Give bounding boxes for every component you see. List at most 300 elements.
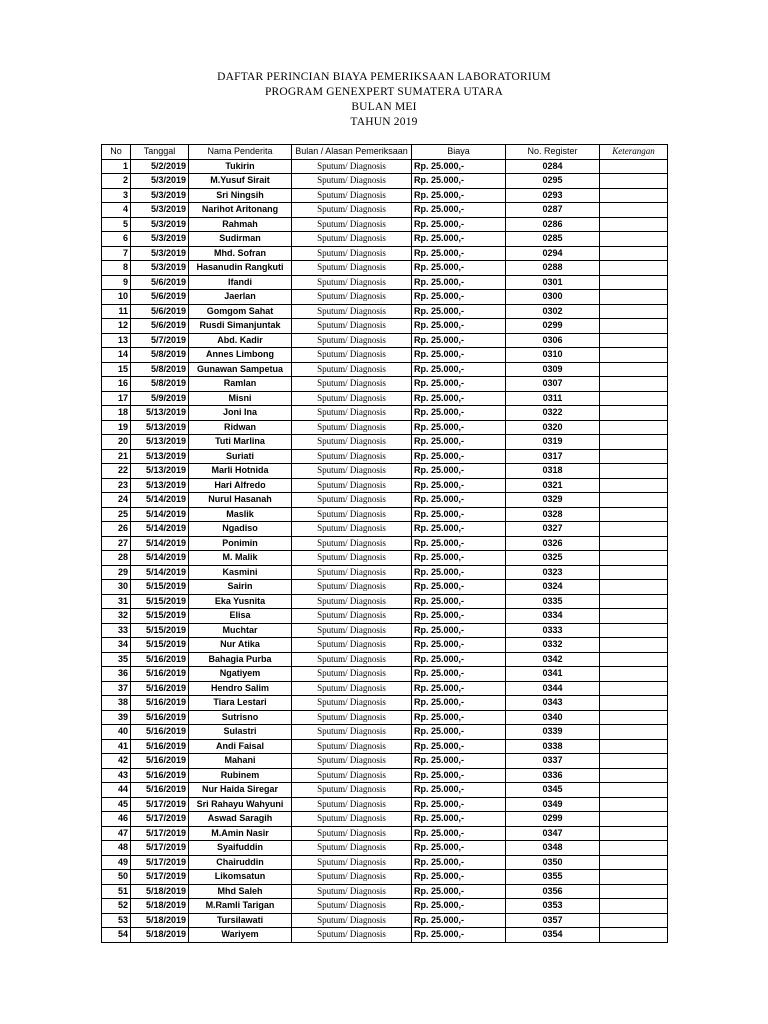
cell-register-no: 0322: [506, 406, 600, 421]
cell-notes: [600, 174, 668, 189]
cell-cost: Rp. 25.000,-: [412, 638, 506, 653]
cell-register-no: 0294: [506, 246, 600, 261]
cell-register-no: 0353: [506, 899, 600, 914]
cell-patient-name: Syaifuddin: [189, 841, 292, 856]
cell-exam-reason: Sputum/ Diagnosis: [292, 304, 412, 319]
cell-cost: Rp. 25.000,-: [412, 594, 506, 609]
cell-notes: [600, 826, 668, 841]
cell-exam-reason: Sputum/ Diagnosis: [292, 884, 412, 899]
table-row: [102, 290, 668, 305]
cell-register-no: 0329: [506, 493, 600, 508]
cell-cost: Rp. 25.000,-: [412, 710, 506, 725]
cell-notes: [600, 319, 668, 334]
cell-register-no: 0301: [506, 275, 600, 290]
cell-no: 27: [102, 536, 131, 551]
cell-patient-name: Hari Alfredo: [189, 478, 292, 493]
title-line-3: BULAN MEI: [351, 101, 417, 113]
cell-cost: Rp. 25.000,-: [412, 159, 506, 174]
cell-notes: [600, 638, 668, 653]
cell-date: 5/17/2019: [131, 812, 189, 827]
cell-exam-reason: Sputum/ Diagnosis: [292, 725, 412, 740]
cell-register-no: 0357: [506, 913, 600, 928]
cell-no: 41: [102, 739, 131, 754]
cell-register-no: 0343: [506, 696, 600, 711]
table-row: [102, 754, 668, 769]
cell-patient-name: Tursilawati: [189, 913, 292, 928]
cell-exam-reason: Sputum/ Diagnosis: [292, 348, 412, 363]
cell-date: 5/14/2019: [131, 522, 189, 537]
cell-register-no: 0320: [506, 420, 600, 435]
cell-no: 54: [102, 928, 131, 943]
cell-date: 5/2/2019: [131, 159, 189, 174]
table-row: [102, 870, 668, 885]
cell-cost: Rp. 25.000,-: [412, 899, 506, 914]
cell-date: 5/3/2019: [131, 188, 189, 203]
cell-exam-reason: Sputum/ Diagnosis: [292, 710, 412, 725]
cell-register-no: 0307: [506, 377, 600, 392]
cell-date: 5/14/2019: [131, 551, 189, 566]
cell-no: 51: [102, 884, 131, 899]
cell-exam-reason: Sputum/ Diagnosis: [292, 232, 412, 247]
cell-notes: [600, 478, 668, 493]
cell-exam-reason: Sputum/ Diagnosis: [292, 377, 412, 392]
cell-notes: [600, 565, 668, 580]
cell-cost: Rp. 25.000,-: [412, 551, 506, 566]
table-row: [102, 507, 668, 522]
cell-cost: Rp. 25.000,-: [412, 377, 506, 392]
cell-cost: Rp. 25.000,-: [412, 565, 506, 580]
cell-cost: Rp. 25.000,-: [412, 507, 506, 522]
cell-register-no: 0288: [506, 261, 600, 276]
cell-no: 9: [102, 275, 131, 290]
cell-cost: Rp. 25.000,-: [412, 739, 506, 754]
cell-no: 6: [102, 232, 131, 247]
table-row: [102, 464, 668, 479]
cell-notes: [600, 377, 668, 392]
table-row: [102, 623, 668, 638]
table-row: [102, 884, 668, 899]
cell-exam-reason: Sputum/ Diagnosis: [292, 522, 412, 537]
cell-notes: [600, 203, 668, 218]
cell-patient-name: Bahagia Purba: [189, 652, 292, 667]
cell-no: 50: [102, 870, 131, 885]
cell-exam-reason: Sputum/ Diagnosis: [292, 391, 412, 406]
cell-no: 30: [102, 580, 131, 595]
cell-patient-name: M.Ramli Tarigan: [189, 899, 292, 914]
table-row: [102, 275, 668, 290]
cell-cost: Rp. 25.000,-: [412, 290, 506, 305]
cell-patient-name: Sutrisno: [189, 710, 292, 725]
cell-exam-reason: Sputum/ Diagnosis: [292, 594, 412, 609]
cell-register-no: 0299: [506, 812, 600, 827]
table-body: [102, 159, 668, 942]
cell-notes: [600, 551, 668, 566]
cell-notes: [600, 623, 668, 638]
cell-patient-name: Abd. Kadir: [189, 333, 292, 348]
cell-register-no: 0332: [506, 638, 600, 653]
cell-cost: Rp. 25.000,-: [412, 754, 506, 769]
cell-exam-reason: Sputum/ Diagnosis: [292, 217, 412, 232]
cell-cost: Rp. 25.000,-: [412, 667, 506, 682]
cell-no: 16: [102, 377, 131, 392]
cell-date: 5/18/2019: [131, 913, 189, 928]
cell-no: 53: [102, 913, 131, 928]
cell-no: 4: [102, 203, 131, 218]
cell-cost: Rp. 25.000,-: [412, 884, 506, 899]
table-row: [102, 739, 668, 754]
cell-no: 37: [102, 681, 131, 696]
table-row: [102, 217, 668, 232]
table-row: [102, 913, 668, 928]
cell-exam-reason: Sputum/ Diagnosis: [292, 464, 412, 479]
cell-date: 5/18/2019: [131, 928, 189, 943]
cell-notes: [600, 870, 668, 885]
header-register-no: No. Register: [506, 145, 600, 160]
cell-patient-name: Eka Yusnita: [189, 594, 292, 609]
cell-cost: Rp. 25.000,-: [412, 609, 506, 624]
cell-no: 35: [102, 652, 131, 667]
cell-patient-name: Sri Rahayu Wahyuni: [189, 797, 292, 812]
cell-date: 5/14/2019: [131, 565, 189, 580]
cell-patient-name: M. Malik: [189, 551, 292, 566]
cell-no: 7: [102, 246, 131, 261]
cell-exam-reason: Sputum/ Diagnosis: [292, 536, 412, 551]
cell-patient-name: Nur Haida Siregar: [189, 783, 292, 798]
cell-no: 19: [102, 420, 131, 435]
cell-patient-name: Andi Faisal: [189, 739, 292, 754]
cell-patient-name: Tuti Marlina: [189, 435, 292, 450]
cell-exam-reason: Sputum/ Diagnosis: [292, 652, 412, 667]
table-row: [102, 261, 668, 276]
table-row: [102, 377, 668, 392]
cell-exam-reason: Sputum/ Diagnosis: [292, 174, 412, 189]
cell-exam-reason: Sputum/ Diagnosis: [292, 928, 412, 943]
cell-notes: [600, 797, 668, 812]
cell-notes: [600, 188, 668, 203]
cell-patient-name: M.Amin Nasir: [189, 826, 292, 841]
cell-patient-name: Rubinem: [189, 768, 292, 783]
cell-notes: [600, 812, 668, 827]
cell-exam-reason: Sputum/ Diagnosis: [292, 667, 412, 682]
cell-date: 5/6/2019: [131, 290, 189, 305]
cell-exam-reason: Sputum/ Diagnosis: [292, 362, 412, 377]
cell-no: 22: [102, 464, 131, 479]
cell-notes: [600, 913, 668, 928]
cell-date: 5/9/2019: [131, 391, 189, 406]
cell-no: 48: [102, 841, 131, 856]
cell-cost: Rp. 25.000,-: [412, 696, 506, 711]
cell-no: 23: [102, 478, 131, 493]
cell-date: 5/15/2019: [131, 580, 189, 595]
cell-patient-name: Suriati: [189, 449, 292, 464]
cell-no: 5: [102, 217, 131, 232]
cell-no: 36: [102, 667, 131, 682]
table-row: [102, 899, 668, 914]
table-row: [102, 522, 668, 537]
cell-exam-reason: Sputum/ Diagnosis: [292, 913, 412, 928]
cell-date: 5/3/2019: [131, 174, 189, 189]
cell-date: 5/13/2019: [131, 420, 189, 435]
cell-exam-reason: Sputum/ Diagnosis: [292, 870, 412, 885]
table-row: [102, 826, 668, 841]
table-row: [102, 609, 668, 624]
cell-register-no: 0324: [506, 580, 600, 595]
cell-no: 32: [102, 609, 131, 624]
cell-register-no: 0337: [506, 754, 600, 769]
cell-date: 5/14/2019: [131, 536, 189, 551]
cell-date: 5/6/2019: [131, 275, 189, 290]
cell-notes: [600, 899, 668, 914]
table-row: [102, 203, 668, 218]
cell-notes: [600, 261, 668, 276]
table-row: [102, 536, 668, 551]
cell-date: 5/18/2019: [131, 899, 189, 914]
table-row: [102, 319, 668, 334]
cell-date: 5/7/2019: [131, 333, 189, 348]
header-notes: Keterangan: [600, 145, 668, 160]
cell-patient-name: Ponimin: [189, 536, 292, 551]
cell-notes: [600, 884, 668, 899]
cell-cost: Rp. 25.000,-: [412, 928, 506, 943]
cell-exam-reason: Sputum/ Diagnosis: [292, 319, 412, 334]
cell-register-no: 0347: [506, 826, 600, 841]
header-cost: Biaya: [412, 145, 506, 160]
cell-no: 13: [102, 333, 131, 348]
cell-exam-reason: Sputum/ Diagnosis: [292, 420, 412, 435]
cell-exam-reason: Sputum/ Diagnosis: [292, 783, 412, 798]
cell-exam-reason: Sputum/ Diagnosis: [292, 507, 412, 522]
cell-register-no: 0355: [506, 870, 600, 885]
cell-date: 5/16/2019: [131, 739, 189, 754]
cell-date: 5/14/2019: [131, 507, 189, 522]
cell-exam-reason: Sputum/ Diagnosis: [292, 406, 412, 421]
cell-cost: Rp. 25.000,-: [412, 725, 506, 740]
cell-no: 17: [102, 391, 131, 406]
cell-patient-name: Kasmini: [189, 565, 292, 580]
cell-date: 5/18/2019: [131, 884, 189, 899]
cell-date: 5/15/2019: [131, 609, 189, 624]
cell-date: 5/8/2019: [131, 348, 189, 363]
cell-date: 5/16/2019: [131, 696, 189, 711]
cell-notes: [600, 507, 668, 522]
cell-register-no: 0356: [506, 884, 600, 899]
cell-cost: Rp. 25.000,-: [412, 435, 506, 450]
cell-register-no: 0323: [506, 565, 600, 580]
cell-notes: [600, 217, 668, 232]
cell-no: 18: [102, 406, 131, 421]
cell-date: 5/17/2019: [131, 870, 189, 885]
cell-exam-reason: Sputum/ Diagnosis: [292, 899, 412, 914]
cell-patient-name: Sairin: [189, 580, 292, 595]
cell-register-no: 0349: [506, 797, 600, 812]
cell-date: 5/6/2019: [131, 304, 189, 319]
cell-exam-reason: Sputum/ Diagnosis: [292, 246, 412, 261]
table-row: [102, 406, 668, 421]
cell-no: 46: [102, 812, 131, 827]
cell-patient-name: Aswad Saragih: [189, 812, 292, 827]
cell-date: 5/14/2019: [131, 493, 189, 508]
cost-table: [101, 144, 668, 943]
cell-cost: Rp. 25.000,-: [412, 913, 506, 928]
cell-patient-name: Rusdi Simanjuntak: [189, 319, 292, 334]
cell-cost: Rp. 25.000,-: [412, 522, 506, 537]
cell-patient-name: Mhd Saleh: [189, 884, 292, 899]
cell-no: 8: [102, 261, 131, 276]
cell-exam-reason: Sputum/ Diagnosis: [292, 638, 412, 653]
cell-patient-name: Tiara Lestari: [189, 696, 292, 711]
cell-cost: Rp. 25.000,-: [412, 768, 506, 783]
cell-notes: [600, 783, 668, 798]
cell-cost: Rp. 25.000,-: [412, 449, 506, 464]
cell-patient-name: Jaerlan: [189, 290, 292, 305]
cell-patient-name: Tukirin: [189, 159, 292, 174]
cell-exam-reason: Sputum/ Diagnosis: [292, 478, 412, 493]
cell-register-no: 0328: [506, 507, 600, 522]
cell-patient-name: Hendro Salim: [189, 681, 292, 696]
cell-cost: Rp. 25.000,-: [412, 464, 506, 479]
cell-register-no: 0319: [506, 435, 600, 450]
cell-notes: [600, 290, 668, 305]
cell-register-no: 0300: [506, 290, 600, 305]
table-row: [102, 420, 668, 435]
cell-date: 5/3/2019: [131, 232, 189, 247]
cell-date: 5/16/2019: [131, 710, 189, 725]
cell-exam-reason: Sputum/ Diagnosis: [292, 609, 412, 624]
cell-no: 43: [102, 768, 131, 783]
cell-notes: [600, 275, 668, 290]
cell-date: 5/6/2019: [131, 319, 189, 334]
cell-date: 5/15/2019: [131, 623, 189, 638]
cell-no: 40: [102, 725, 131, 740]
table-row: [102, 449, 668, 464]
cell-date: 5/3/2019: [131, 217, 189, 232]
cell-exam-reason: Sputum/ Diagnosis: [292, 768, 412, 783]
cell-cost: Rp. 25.000,-: [412, 855, 506, 870]
cell-register-no: 0348: [506, 841, 600, 856]
cell-date: 5/16/2019: [131, 725, 189, 740]
cell-exam-reason: Sputum/ Diagnosis: [292, 696, 412, 711]
table-row: [102, 797, 668, 812]
cell-patient-name: Hasanudin Rangkuti: [189, 261, 292, 276]
cell-exam-reason: Sputum/ Diagnosis: [292, 580, 412, 595]
cell-cost: Rp. 25.000,-: [412, 420, 506, 435]
cell-notes: [600, 406, 668, 421]
cell-exam-reason: Sputum/ Diagnosis: [292, 739, 412, 754]
cell-date: 5/16/2019: [131, 681, 189, 696]
cell-exam-reason: Sputum/ Diagnosis: [292, 623, 412, 638]
cell-date: 5/8/2019: [131, 362, 189, 377]
cell-no: 10: [102, 290, 131, 305]
cell-patient-name: Sri Ningsih: [189, 188, 292, 203]
cell-register-no: 0327: [506, 522, 600, 537]
cell-notes: [600, 464, 668, 479]
cell-no: 47: [102, 826, 131, 841]
cell-register-no: 0317: [506, 449, 600, 464]
cell-cost: Rp. 25.000,-: [412, 246, 506, 261]
table-row: [102, 841, 668, 856]
cell-exam-reason: Sputum/ Diagnosis: [292, 565, 412, 580]
cell-notes: [600, 420, 668, 435]
cell-cost: Rp. 25.000,-: [412, 275, 506, 290]
cell-patient-name: Ifandi: [189, 275, 292, 290]
cell-notes: [600, 536, 668, 551]
cell-no: 1: [102, 159, 131, 174]
table-row: [102, 159, 668, 174]
cell-exam-reason: Sputum/ Diagnosis: [292, 290, 412, 305]
cell-patient-name: Annes Limbong: [189, 348, 292, 363]
cell-no: 45: [102, 797, 131, 812]
table-row: [102, 333, 668, 348]
cell-exam-reason: Sputum/ Diagnosis: [292, 333, 412, 348]
cell-exam-reason: Sputum/ Diagnosis: [292, 188, 412, 203]
table-row: [102, 551, 668, 566]
cell-notes: [600, 304, 668, 319]
cell-notes: [600, 667, 668, 682]
cell-exam-reason: Sputum/ Diagnosis: [292, 261, 412, 276]
cell-date: 5/16/2019: [131, 783, 189, 798]
table-row: [102, 348, 668, 363]
cell-cost: Rp. 25.000,-: [412, 812, 506, 827]
cell-notes: [600, 841, 668, 856]
cell-register-no: 0338: [506, 739, 600, 754]
table-row: [102, 478, 668, 493]
cell-cost: Rp. 25.000,-: [412, 217, 506, 232]
cell-exam-reason: Sputum/ Diagnosis: [292, 841, 412, 856]
table-row: [102, 768, 668, 783]
cell-patient-name: Joni Ina: [189, 406, 292, 421]
cell-notes: [600, 333, 668, 348]
table-row: [102, 174, 668, 189]
cell-register-no: 0335: [506, 594, 600, 609]
document-title: [0, 70, 768, 130]
cell-patient-name: Nur Atika: [189, 638, 292, 653]
cell-date: 5/3/2019: [131, 203, 189, 218]
table-row: [102, 232, 668, 247]
cell-register-no: 0350: [506, 855, 600, 870]
cell-notes: [600, 594, 668, 609]
cell-patient-name: Ngadiso: [189, 522, 292, 537]
cell-register-no: 0345: [506, 783, 600, 798]
cell-register-no: 0333: [506, 623, 600, 638]
cell-patient-name: Muchtar: [189, 623, 292, 638]
cell-exam-reason: Sputum/ Diagnosis: [292, 812, 412, 827]
title-line-1: DAFTAR PERINCIAN BIAYA PEMERIKSAAN LABORATORIUM: [217, 71, 551, 83]
table-header-row: [102, 145, 668, 160]
cell-register-no: 0321: [506, 478, 600, 493]
cell-no: 26: [102, 522, 131, 537]
cell-register-no: 0336: [506, 768, 600, 783]
cell-cost: Rp. 25.000,-: [412, 652, 506, 667]
table-row: [102, 304, 668, 319]
cell-cost: Rp. 25.000,-: [412, 826, 506, 841]
cell-cost: Rp. 25.000,-: [412, 261, 506, 276]
cell-register-no: 0325: [506, 551, 600, 566]
title-line-2: PROGRAM GENEXPERT SUMATERA UTARA: [264, 86, 504, 98]
cell-notes: [600, 768, 668, 783]
cell-date: 5/15/2019: [131, 638, 189, 653]
cell-cost: Rp. 25.000,-: [412, 580, 506, 595]
cell-notes: [600, 681, 668, 696]
cell-cost: Rp. 25.000,-: [412, 174, 506, 189]
table-row: [102, 580, 668, 595]
cell-register-no: 0318: [506, 464, 600, 479]
cell-no: 12: [102, 319, 131, 334]
cell-cost: Rp. 25.000,-: [412, 623, 506, 638]
cell-no: 39: [102, 710, 131, 725]
cell-cost: Rp. 25.000,-: [412, 841, 506, 856]
cell-no: 52: [102, 899, 131, 914]
cell-patient-name: Mahani: [189, 754, 292, 769]
